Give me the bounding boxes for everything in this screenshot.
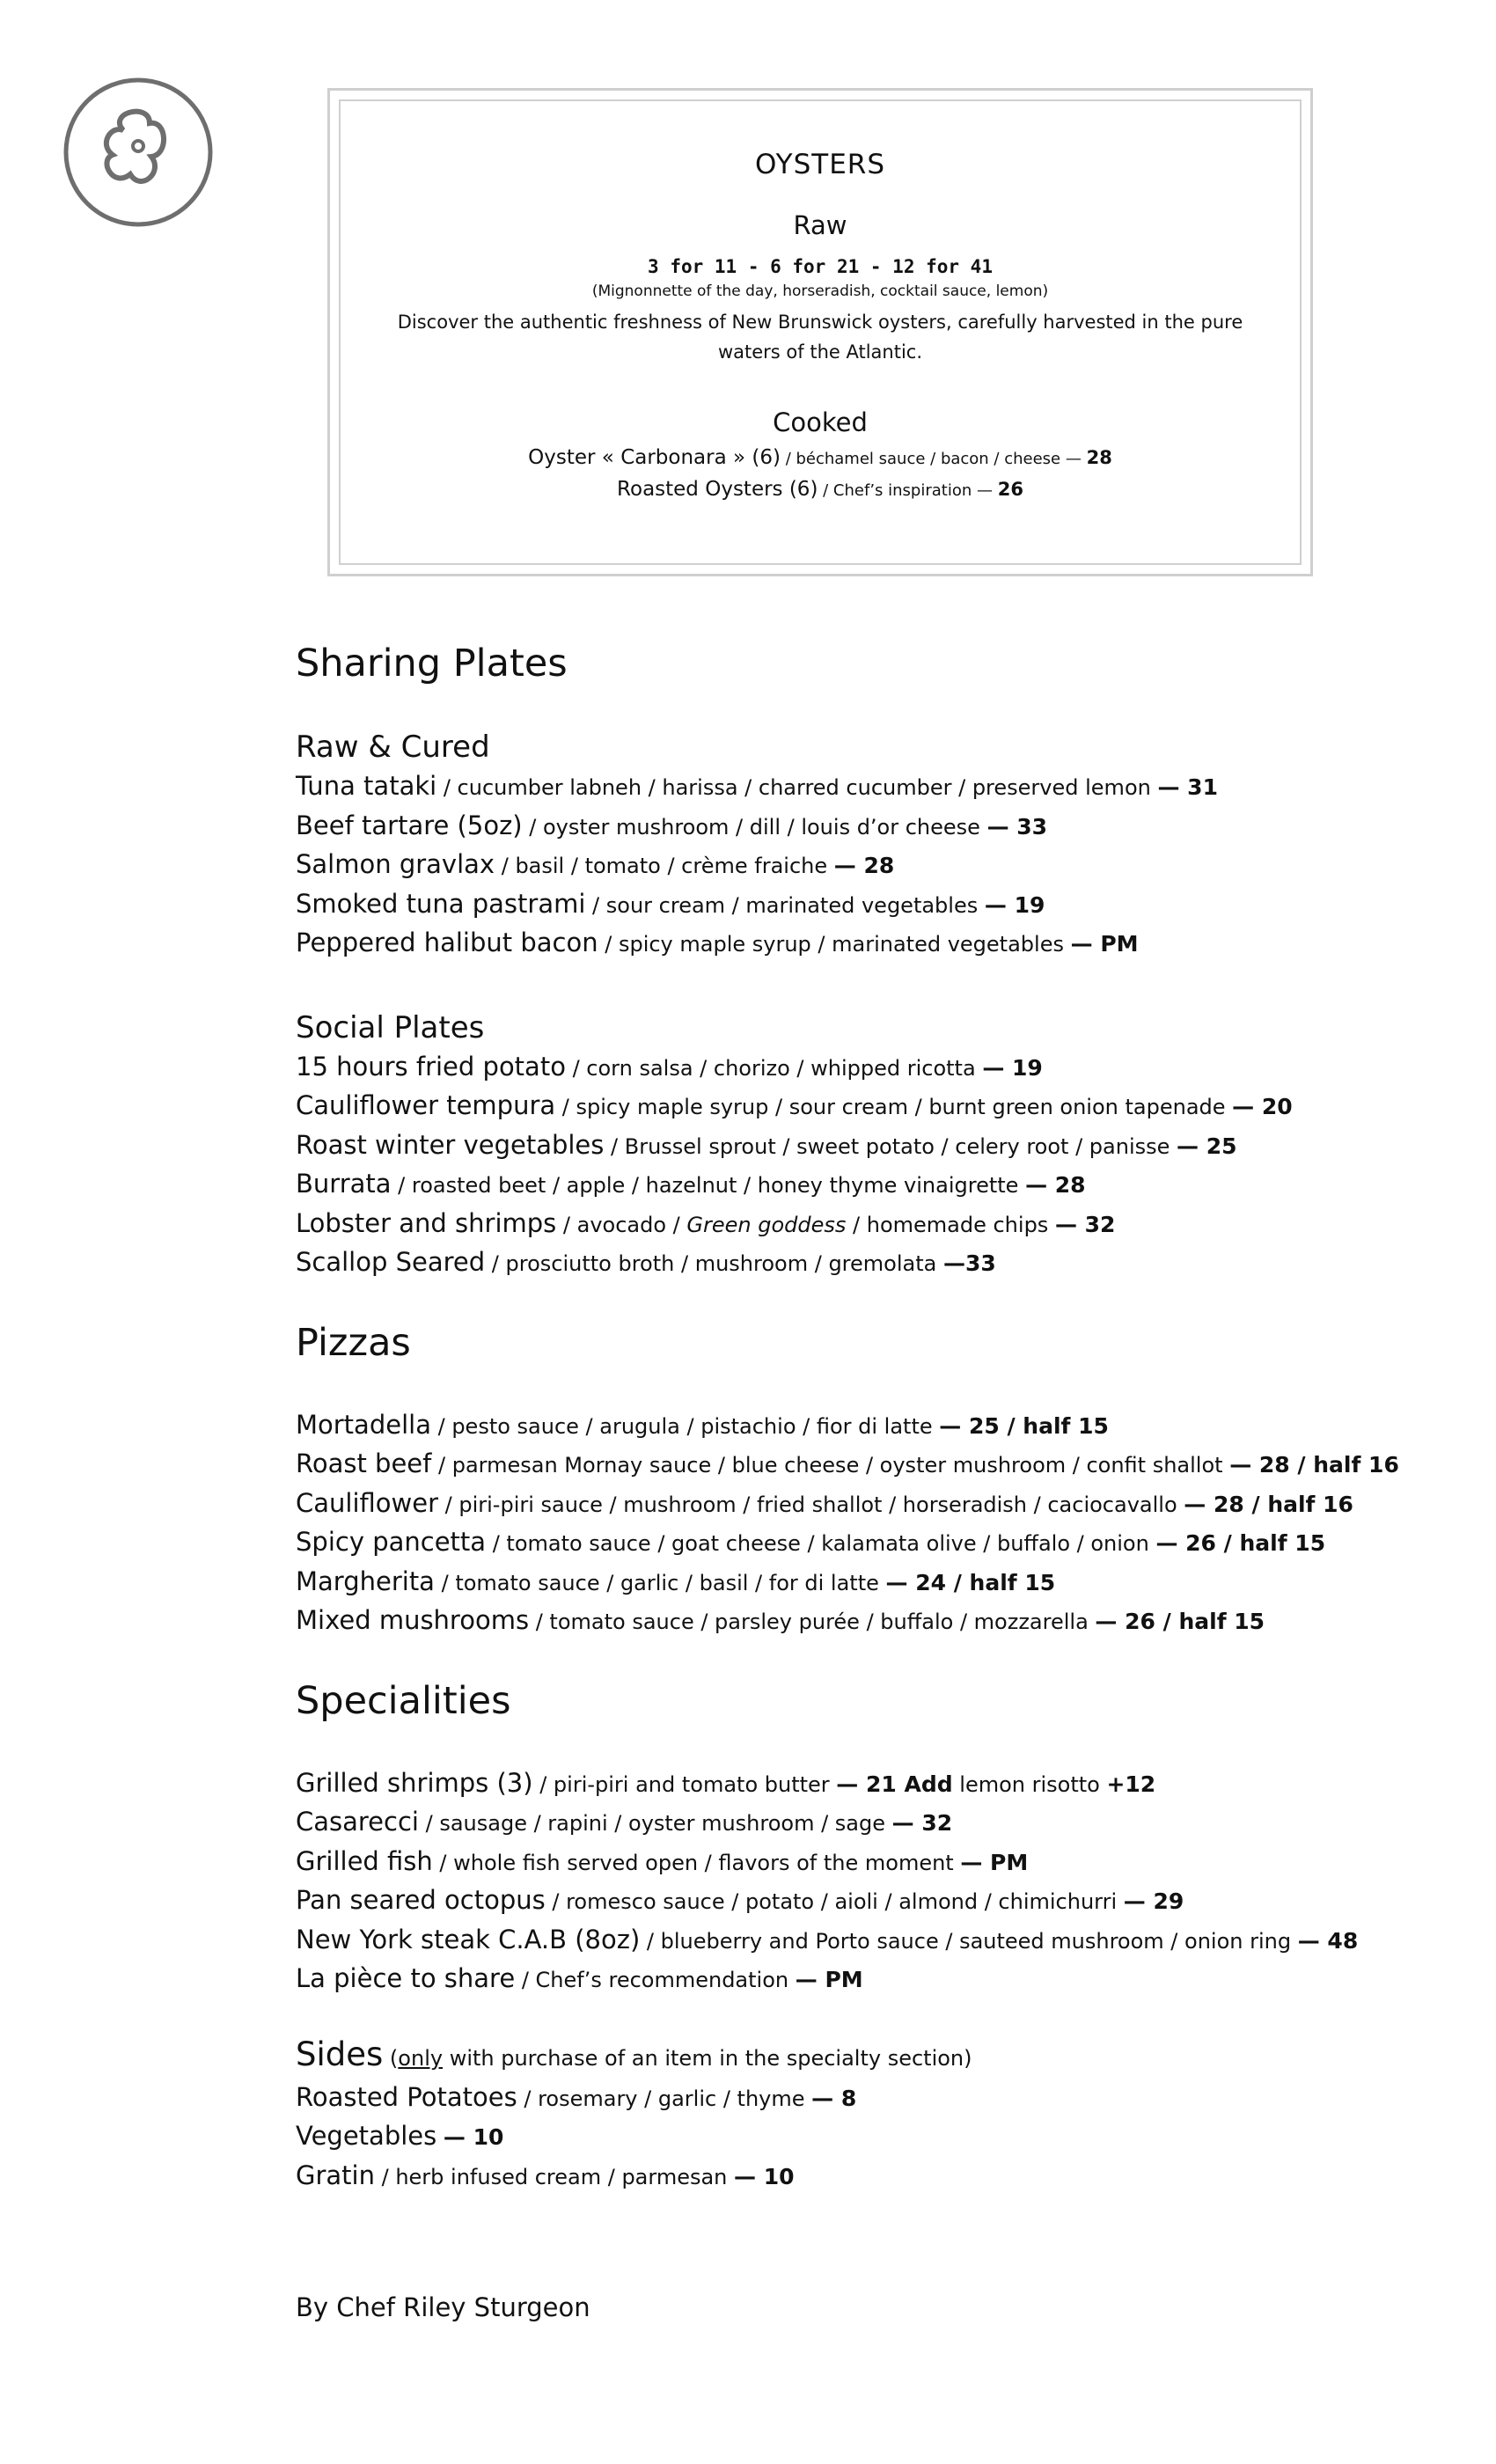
menu-item: Vegetables — 10 — [296, 2121, 504, 2151]
menu-item: Smoked tuna pastrami / sour cream / marinated vegetables — 19 — [296, 888, 1045, 919]
menu-body — [296, 639, 1466, 2326]
menu-item: 15 hours fried potato / corn salsa / chorizo / whipped ricotta — 19 — [296, 1051, 1043, 1082]
cooked-item: Oyster « Carbonara » (6) / béchamel sauce / bacon / cheese — 28 — [528, 446, 1112, 469]
menu-item: Gratin / herb infused cream / parmesan — 10 — [296, 2160, 795, 2190]
menu-item: Salmon gravlax / basil / tomato / crème fraiche — 28 — [296, 849, 895, 879]
cooked-heading: Cooked — [773, 407, 868, 437]
menu-item: Cauliflower tempura / spicy maple syrup / sour cream / burnt green onion tapenade — 20 — [296, 1090, 1293, 1120]
chef-signature: By Chef Riley Sturgeon — [296, 2292, 590, 2322]
menu-item: Burrata / roasted beet / apple / hazelnut / honey thyme vinaigrette — 28 — [296, 1169, 1086, 1199]
menu-item: Beef tartare (5oz) / oyster mushroom / dill / louis d’or cheese — 33 — [296, 810, 1048, 840]
cooked-item: Roasted Oysters (6) / Chef’s inspiration — 26 — [617, 478, 1023, 501]
raw-heading: Raw — [793, 210, 847, 240]
subsection-sides: Sides (only with purchase of an item in the specialty section) — [296, 2035, 972, 2073]
menu-item: La pièce to share / Chef’s recommendation — PM — [296, 1963, 863, 1993]
menu-item: Scallop Seared / prosciutto broth / mushroom / gremolata —33 — [296, 1247, 996, 1277]
menu-item: Cauliflower / piri-piri sauce / mushroom / fried shallot / horseradish / caciocavallo — 28 / half 16 — [296, 1487, 1353, 1518]
raw-description: Discover the authentic freshness of New Brunswick oysters, carefully harvested in the pure waters of the Atlantic. — [397, 312, 1243, 363]
menu-item: Spicy pancetta / tomato sauce / goat cheese / kalamata olive / buffalo / onion — 26 / half 15 — [296, 1527, 1326, 1557]
menu-item: New York steak C.A.B (8oz) / blueberry and Porto sauce / sauteed mushroom / onion ring — 48 — [296, 1924, 1359, 1954]
menu-item: Lobster and shrimps / avocado / Green goddess / homemade chips — 32 — [296, 1207, 1116, 1238]
section-title-sharing: Sharing Plates — [296, 642, 568, 686]
oysters-frame-inner — [339, 99, 1302, 565]
raw-note: (Mignonnette of the day, horseradish, cocktail sauce, lemon) — [591, 282, 1049, 300]
menu-item: Grilled fish / whole fish served open / flavors of the moment — PM — [296, 1845, 1029, 1876]
oysters-title: OYSTERS — [754, 149, 886, 180]
menu-item: Margherita / tomato sauce / garlic / basil / for di latte — 24 / half 15 — [296, 1566, 1056, 1596]
menu-item: Mixed mushrooms / tomato sauce / parsley purée / buffalo / mozzarella — 26 / half 15 — [296, 1605, 1265, 1635]
menu-item: Roast beef / parmesan Mornay sauce / blue cheese / oyster mushroom / confit shallot — 28 / half 16 — [296, 1448, 1399, 1478]
raw-prices: 3 for 11 - 6 for 21 - 12 for 41 — [648, 256, 993, 277]
menu-item: Peppered halibut bacon / spicy maple syrup / marinated vegetables — PM — [296, 928, 1139, 957]
menu-item: Tuna tataki / cucumber labneh / harissa / charred cucumber / preserved lemon — 31 — [296, 771, 1218, 801]
restaurant-logo-icon — [55, 69, 222, 236]
subsection-social-plates: Social Plates — [296, 1009, 485, 1045]
subsection-raw-cured: Raw & Cured — [296, 730, 490, 765]
menu-item: Pan seared octopus / romesco sauce / potato / aioli / almond / chimichurri — 29 — [296, 1885, 1184, 1915]
menu-item: Casarecci / sausage / rapini / oyster mushroom / sage — 32 — [296, 1807, 953, 1837]
menu-item: Roasted Potatoes / rosemary / garlic / thyme — 8 — [296, 2081, 857, 2112]
oysters-frame — [327, 88, 1313, 576]
section-title-specialities: Specialities — [296, 1678, 511, 1723]
menu-item: Roast winter vegetables / Brussel sprout / sweet potato / celery root / panisse — 25 — [296, 1129, 1237, 1160]
menu-item: Grilled shrimps (3) / piri-piri and tomato butter — 21 Add lemon risotto +12 — [296, 1767, 1156, 1798]
menu-item: Mortadella / pesto sauce / arugula / pistachio / fior di latte — 25 / half 15 — [296, 1409, 1109, 1440]
section-title-pizzas: Pizzas — [296, 1320, 411, 1365]
